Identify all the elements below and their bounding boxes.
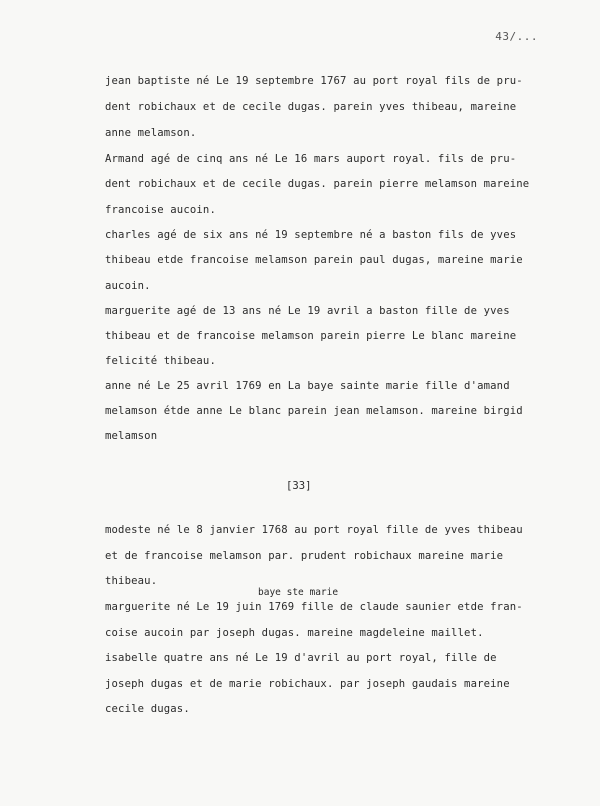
text-line: melamson [105, 430, 158, 442]
text-line: anne né Le 25 avril 1769 en La baye sainte marie fille d'amand [105, 380, 510, 392]
text-line: joseph dugas et de marie robichaux. par joseph gaudais mareine [105, 678, 510, 690]
text-line: marguerite agé de 13 ans né Le 19 avril a baston fille de yves [105, 305, 510, 317]
text-line: thibeau. [105, 575, 158, 587]
text-line: marguerite né Le 19 juin 1769 fille de claude saunier etde fran- [105, 601, 523, 613]
text-line: jean baptiste né Le 19 septembre 1767 au port royal fils de pru- [105, 75, 523, 87]
text-line: dent robichaux et de cecile dugas. parein pierre melamson mareine [105, 178, 530, 190]
text-line: felicité thibeau. [105, 355, 216, 367]
text-line: thibeau et de francoise melamson parein pierre Le blanc mareine [105, 330, 517, 342]
text-line: coise aucoin par joseph dugas. mareine magdeleine maillet. [105, 627, 484, 639]
text-line: isabelle quatre ans né Le 19 d'avril au port royal, fille de [105, 652, 497, 664]
page-number: 43/... [495, 30, 538, 43]
text-line: melamson étde anne Le blanc parein jean melamson. mareine birgid [105, 405, 523, 417]
text-line: et de francoise melamson par. prudent robichaux mareine marie [105, 550, 504, 562]
text-line: francoise aucoin. [105, 204, 216, 216]
section-marker: [33] [286, 480, 312, 492]
text-line: anne melamson. [105, 127, 197, 139]
text-line: charles agé de six ans né 19 septembre né a baston fils de yves [105, 229, 517, 241]
text-line: Armand agé de cinq ans né Le 16 mars auport royal. fils de pru- [105, 153, 517, 165]
interlinear-insertion: baye ste marie [258, 587, 339, 598]
text-line: dent robichaux et de cecile dugas. parein yves thibeau, mareine [105, 101, 517, 113]
text-line: modeste né le 8 janvier 1768 au port royal fille de yves thibeau [105, 524, 523, 536]
text-line: cecile dugas. [105, 703, 190, 715]
text-line: aucoin. [105, 280, 151, 292]
text-line: thibeau etde francoise melamson parein paul dugas, mareine marie [105, 254, 523, 266]
